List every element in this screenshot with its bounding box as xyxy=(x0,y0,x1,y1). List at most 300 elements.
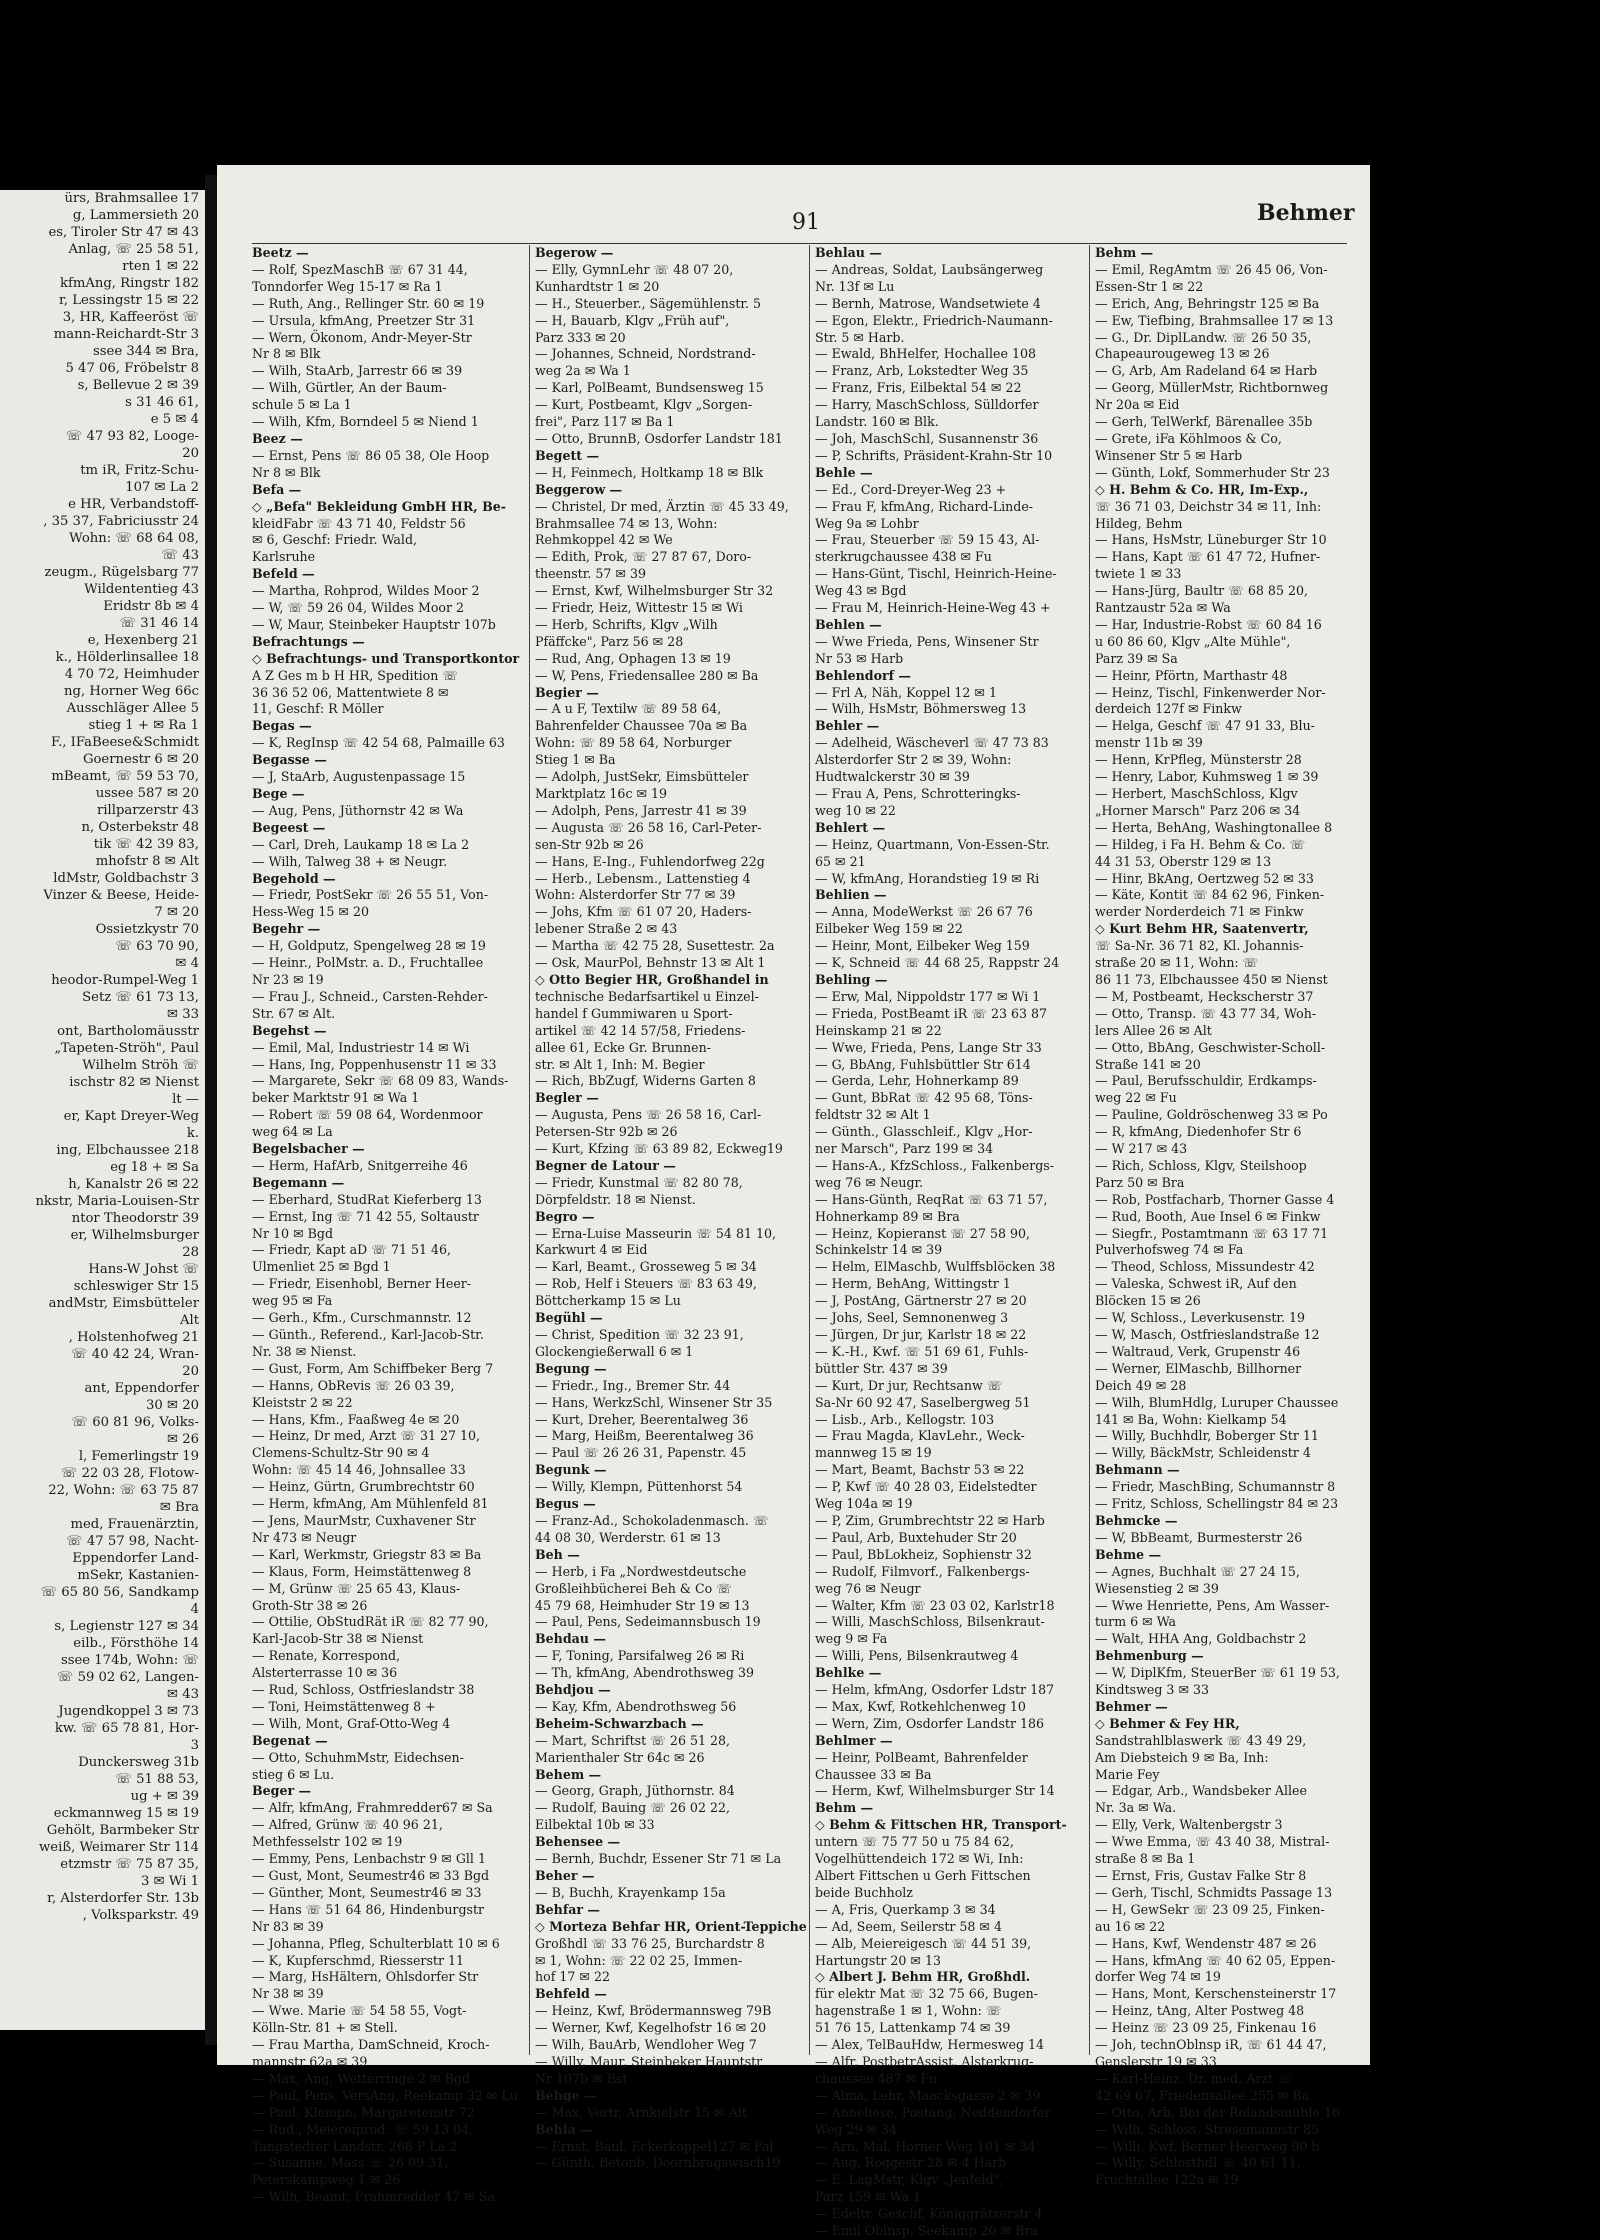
directory-column-4 xyxy=(1095,245,1370,2189)
directory-column-2 xyxy=(535,245,810,2172)
directory-entry-line: — Gerh, Tischl, Schmidts Passage 13 xyxy=(1095,1884,1333,1900)
directory-entry-line: Nr 473 ✉ Neugr xyxy=(252,1529,357,1545)
directory-entry-line: — Walt, HHA Ang, Goldbachstr 2 xyxy=(1095,1631,1307,1647)
left-page-entry-line: l, Femerlingstr 19 xyxy=(78,1449,199,1464)
directory-page xyxy=(217,165,1370,2239)
directory-entry-line: — Ruth, Ang., Rellinger Str. 60 ✉ 19 xyxy=(252,295,485,311)
directory-entry-line: — G, Arb, Am Radeland 64 ✉ Harb xyxy=(1095,363,1318,379)
left-page-entry-line: n, Osterbekstr 48 xyxy=(81,820,199,835)
directory-entry-line: werder Norderdeich 71 ✉ Finkw xyxy=(1095,904,1304,920)
directory-entry-line: — Hans-Günth, ReqRat ☏ 63 71 57, xyxy=(815,1191,1048,1207)
directory-entry-line: — Fritz, Schloss, Schellingstr 84 ✉ 23 xyxy=(1095,1496,1339,1512)
directory-entry-line: — F, Toning, Parsifalweg 26 ✉ Ri xyxy=(535,1648,745,1664)
directory-column-1 xyxy=(252,245,527,2206)
left-page-entry-line: kfmAng, Ringstr 182 xyxy=(59,276,199,291)
left-page-entry-line: heodor-Rumpel-Weg 1 xyxy=(51,973,199,988)
directory-entry-line: Brahmsallee 74 ✉ 13, Wohn: xyxy=(535,515,718,531)
directory-entry-line: lebener Straße 2 ✉ 43 xyxy=(535,921,678,937)
directory-entry-line: Behla — xyxy=(535,2121,593,2137)
directory-entry-line: — Marg, HsHältern, Ohlsdorfer Str xyxy=(252,1969,479,1985)
directory-entry-line: mannstr 62a ✉ 39 xyxy=(252,2053,368,2069)
directory-entry-line: Rantzaustr 52a ✉ Wa xyxy=(1095,600,1231,616)
directory-entry-line: 51 76 15, Lattenkamp 74 ✉ 39 xyxy=(815,2020,1011,2036)
left-page-entry-line: weiß, Weimarer Str 114 xyxy=(39,1840,199,1855)
directory-entry-line: Karkwurt 4 ✉ Eid xyxy=(535,1242,648,1258)
directory-entry-line: — Wwe Emma, ☏ 43 40 38, Mistral- xyxy=(1095,1834,1330,1850)
directory-entry-line: Karl-Jacob-Str 38 ✉ Nienst xyxy=(252,1631,424,1647)
directory-entry-line: Nr 23 ✉ 19 xyxy=(252,971,324,987)
directory-entry-line: Begro — xyxy=(535,1208,595,1224)
directory-entry-line: — Georg, Graph, Jüthornstr. 84 xyxy=(535,1783,735,1799)
directory-entry-line: — E, LagMstr, Klgv „Jenfeld", xyxy=(815,2172,1004,2188)
directory-entry-line: — Max, Ang, Wetterringe 2 ✉ Bgd xyxy=(252,2070,470,2086)
left-page-entry-line: ☏ 31 46 14 xyxy=(119,616,199,631)
directory-entry-line: — Emmy, Pens, Lenbachstr 9 ✉ Gll 1 xyxy=(252,1851,486,1867)
directory-entry-line: — Paul ☏ 26 26 31, Papenstr. 45 xyxy=(535,1445,747,1461)
left-page-entry-line: Vinzer & Beese, Heide- xyxy=(43,888,199,903)
directory-entry-line: frei", Parz 117 ✉ Ba 1 xyxy=(535,414,675,430)
directory-entry-line: — Herbert, MaschSchloss, Klgv xyxy=(1095,786,1298,801)
page-number: 91 xyxy=(792,210,820,235)
directory-entry-line: Weg 43 ✉ Bgd xyxy=(815,583,907,599)
directory-entry-line: — Rud., Meiereiprod. ☏ 59 13 04, xyxy=(252,2121,474,2137)
directory-entry-line: — W, ☏ 59 26 04, Wildes Moor 2 xyxy=(252,600,465,616)
directory-entry-line: — Wilh, Kfm, Borndeel 5 ✉ Niend 1 xyxy=(252,414,479,430)
left-page-entry-line: , Holstenhofweg 21 xyxy=(68,1330,199,1345)
directory-entry-line: — Otto, BbAng, Geschwister-Scholl- xyxy=(1095,1039,1326,1055)
directory-entry-line: Sa-Nr 60 92 47, Saselbergweg 51 xyxy=(815,1394,1031,1410)
directory-entry-line: Marie Fey xyxy=(1095,1766,1160,1782)
directory-entry-line: — Bernh, Matrose, Wandsetwiete 4 xyxy=(815,295,1041,311)
directory-entry-line: Begehr — xyxy=(252,921,321,937)
directory-entry-line: Kleiststr 2 ✉ 22 xyxy=(252,1394,353,1410)
directory-entry-line: ◇ Kurt Behm HR, Saatenvertr, xyxy=(1095,921,1309,937)
directory-entry-line: weg 64 ✉ La xyxy=(252,1124,333,1140)
running-head: Behmer xyxy=(1257,200,1355,226)
directory-entry-line: ✉ 1, Wohn: ☏ 22 02 25, Immen- xyxy=(535,1952,743,1968)
directory-entry-line: Behfar — xyxy=(535,1901,601,1917)
directory-entry-line: — Wwe. Marie ☏ 54 58 55, Vogt- xyxy=(252,2003,467,2019)
directory-entry-line: Chaussee 33 ✉ Ba xyxy=(815,1766,932,1782)
directory-entry-line: turm 6 ✉ Wa xyxy=(1095,1614,1177,1630)
directory-entry-line: Behm — xyxy=(1095,245,1154,260)
left-page-entry-line: ng, Horner Weg 66c xyxy=(64,684,199,699)
directory-entry-line: Behmann — xyxy=(1095,1462,1180,1478)
directory-entry-line: — Hans, E-Ing., Fuhlendorfweg 22g xyxy=(535,853,765,869)
left-page-entry-line: Eppendorfer Land- xyxy=(72,1551,199,1566)
left-page-entry-line: eg 18 + ✉ Sa xyxy=(110,1160,199,1175)
directory-entry-line: — Alma, Lehr, Maacksgasse 2 ✉ 39 xyxy=(815,2087,1041,2103)
directory-entry-line: — Friedr, Eisenhobl, Berner Heer- xyxy=(252,1276,472,1292)
directory-entry-line: — Augusta, Pens ☏ 26 58 16, Carl- xyxy=(535,1107,762,1123)
directory-entry-line: — W, BbBeamt, Burmesterstr 26 xyxy=(1095,1529,1303,1545)
directory-entry-line: — Henry, Labor, Kuhmsweg 1 ✉ 39 xyxy=(1095,769,1319,785)
directory-entry-line: — Herm, BehAng, Wittingstr 1 xyxy=(815,1276,1011,1292)
directory-entry-line: — Carl, Dreh, Laukamp 18 ✉ La 2 xyxy=(252,836,470,852)
directory-entry-line: Nr 8 ✉ Blk xyxy=(252,346,321,362)
directory-entry-line: Großleihbücherei Beh & Co ☏ xyxy=(535,1580,732,1596)
left-page-entry-line: ldMstr, Goldbachstr 3 xyxy=(53,871,199,886)
directory-entry-line: Eilbektal 10b ✉ 33 xyxy=(535,1817,655,1833)
directory-entry-line: — Ernst, Ing ☏ 71 42 55, Soltaustr xyxy=(252,1208,479,1224)
directory-entry-line: — Elly, GymnLehr ☏ 48 07 20, xyxy=(535,261,734,277)
directory-entry-line: Am Diebsteich 9 ✉ Ba, Inh: xyxy=(1095,1749,1269,1765)
directory-entry-line: Befa — xyxy=(252,481,302,497)
directory-entry-line: Schinkelstr 14 ✉ 39 xyxy=(815,1242,943,1258)
directory-entry-line: Parz 333 ✉ 20 xyxy=(535,329,626,345)
directory-entry-line: Begehold — xyxy=(252,870,336,886)
directory-entry-line: — Mart, Schriftst ☏ 26 51 28, xyxy=(535,1732,731,1748)
directory-entry-line: Str. 5 ✉ Harb. xyxy=(815,329,905,345)
directory-entry-line: — Anneliese, Postang, Neddendorfer xyxy=(815,2104,1051,2120)
directory-entry-line: handel f Gummiwaren u Sport- xyxy=(535,1005,733,1021)
directory-entry-line: 45 79 68, Heimhuder Str 19 ✉ 13 xyxy=(535,1597,750,1613)
directory-entry-line: untern ☏ 75 77 50 u 75 84 62, xyxy=(815,1834,1014,1850)
left-page-entry-line: 28 xyxy=(182,1245,199,1260)
directory-entry-line: — Herb, Schrifts, Klgv „Wilh xyxy=(535,616,718,632)
left-page-entry-line: kw. ☏ 65 78 81, Hor- xyxy=(54,1721,199,1736)
directory-entry-line: 141 ✉ Ba, Wohn: Kielkamp 54 xyxy=(1095,1411,1287,1427)
directory-entry-line: Genslerstr 19 ✉ 33 xyxy=(1095,2053,1217,2069)
directory-entry-line: — Hans, kfmAng ☏ 40 62 05, Eppen- xyxy=(1095,1952,1336,1968)
directory-entry-line: Begerow — xyxy=(535,245,614,260)
directory-entry-line: — Kurt, Dreher, Beerentalweg 36 xyxy=(535,1411,749,1427)
directory-entry-line: — A u F, Textilw ☏ 89 58 64, xyxy=(535,701,722,717)
directory-entry-line: — Lisb., Arb., Kellogstr. 103 xyxy=(815,1411,995,1427)
directory-entry-line: ☏ 36 71 03, Deichstr 34 ✉ 11, Inh: xyxy=(1095,498,1322,514)
left-page-entry-line: 3 ✉ Wi 1 xyxy=(141,1874,199,1889)
left-page-entry-line: s, Bellevue 2 ✉ 39 xyxy=(77,378,199,393)
directory-entry-line: — Valeska, Schwest iR, Auf den xyxy=(1095,1276,1297,1292)
directory-entry-line: Wohn: ☏ 45 14 46, Johnsallee 33 xyxy=(252,1462,466,1478)
left-page-entry-line: ☏ 51 88 53, xyxy=(115,1772,199,1787)
directory-entry-line: derdeich 127f ✉ Finkw xyxy=(1095,701,1242,717)
directory-entry-line: Nr 53 ✉ Harb xyxy=(815,650,904,666)
directory-entry-line: Behdjou — xyxy=(535,1682,611,1698)
directory-entry-line: — Friedr, PostSekr ☏ 26 55 51, Von- xyxy=(252,887,489,903)
directory-entry-line: — Wwe Frieda, Pens, Winsener Str xyxy=(815,633,1039,649)
directory-entry-line: — J, PostAng, Gärtnerstr 27 ✉ 20 xyxy=(815,1293,1027,1309)
directory-entry-line: stieg 6 ✉ Lu. xyxy=(252,1766,335,1782)
directory-entry-line: — Rud, Booth, Aue Insel 6 ✉ Finkw xyxy=(1095,1208,1321,1224)
directory-entry-line: — H., Steuerber., Sägemühlenstr. 5 xyxy=(535,295,762,311)
directory-entry-line: — Kurt, Postbeamt, Klgv „Sorgen- xyxy=(535,397,753,413)
directory-entry-line: — Rud, Ang, Ophagen 13 ✉ 19 xyxy=(535,650,731,666)
left-page-entry-line: 22, Wohn: ☏ 63 75 87 xyxy=(48,1483,199,1498)
left-page-entry-line: nkstr, Maria-Louisen-Str xyxy=(35,1194,199,1209)
directory-entry-line: — A, Fris, Querkamp 3 ✉ 34 xyxy=(815,1901,996,1917)
directory-entry-line: — Heinz ☏ 23 09 25, Finkenau 16 xyxy=(1095,2020,1317,2036)
directory-entry-line: — Franz-Ad., Schokoladenmasch. ☏ xyxy=(535,1512,769,1528)
directory-entry-line: — Gunt, BbRat ☏ 42 95 68, Töns- xyxy=(815,1090,1033,1106)
directory-entry-line: — Herta, BehAng, Washingtonallee 8 xyxy=(1095,819,1333,835)
left-page-entry-line: g, Lammersieth 20 xyxy=(72,208,199,223)
directory-entry-line: — Elly, Verk, Waltenbergstr 3 xyxy=(1095,1817,1283,1833)
left-page-entry-line: Wilhelm Ströh ☏ xyxy=(82,1058,199,1073)
directory-entry-line: — Johannes, Schneid, Nordstrand- xyxy=(535,346,756,362)
left-page-entry-line: 107 ✉ La 2 xyxy=(125,480,199,495)
directory-entry-line: — Rudolf, Filmvorf., Falkenbergs- xyxy=(815,1563,1030,1579)
directory-entry-line: Blöcken 15 ✉ 26 xyxy=(1095,1293,1201,1309)
left-page-entry-line: e HR, Verbandstoff- xyxy=(68,497,199,512)
directory-entry-line: — Alfr, PostbetrAssist, Alsterkrug- xyxy=(815,2053,1034,2069)
directory-entry-line: — Osk, MaurPol, Behnstr 13 ✉ Alt 1 xyxy=(535,955,766,971)
left-page-entry-line: rten 1 ✉ 22 xyxy=(122,259,199,274)
directory-entry-line: — Har, Industrie-Robst ☏ 60 84 16 xyxy=(1095,616,1322,632)
left-page-entry-line: 20 xyxy=(182,446,199,461)
directory-entry-line: Behensee — xyxy=(535,1834,621,1850)
directory-entry-line: Nr 83 ✉ 39 xyxy=(252,1918,324,1934)
directory-entry-line: — Margarete, Sekr ☏ 68 09 83, Wands- xyxy=(252,1073,509,1089)
directory-entry-line: — Wilh, BlumHdlg, Luruper Chaussee xyxy=(1095,1394,1339,1410)
directory-entry-line: — Alb, Meiereigesch ☏ 44 51 39, xyxy=(815,1935,1032,1951)
directory-entry-line: — H, Goldputz, Spengelweg 28 ✉ 19 xyxy=(252,938,486,954)
directory-entry-line: — Herm, HafArb, Snitgerreihe 46 xyxy=(252,1157,468,1173)
directory-entry-line: — Herb, i Fa „Nordwestdeutsche xyxy=(535,1563,747,1579)
directory-entry-line: — Martha, Rohprod, Wildes Moor 2 xyxy=(252,583,480,599)
directory-entry-line: Begner de Latour — xyxy=(535,1157,676,1173)
left-page-entry-line: Wohn: ☏ 68 64 08, xyxy=(69,531,199,546)
directory-entry-line: Kindtsweg 3 ✉ 33 xyxy=(1095,1682,1210,1698)
directory-entry-line: — M, Grünw ☏ 25 65 43, Klaus- xyxy=(252,1580,461,1596)
directory-entry-line: Tangstedter Landstr. 268 P La 2 xyxy=(252,2138,458,2154)
left-page-entry-line: ☏ 60 81 96, Volks- xyxy=(71,1415,199,1430)
left-page-entry-line: ant, Eppendorfer xyxy=(84,1381,199,1396)
directory-entry-line: Beggerow — xyxy=(535,481,623,497)
left-page-entry-line: andMstr, Eimsbütteler xyxy=(48,1296,199,1311)
directory-entry-line: Tonndorfer Weg 15-17 ✉ Ra 1 xyxy=(252,278,443,294)
directory-entry-line: hagenstraße 1 ✉ 1, Wohn: ☏ xyxy=(815,2003,1002,2019)
directory-entry-line: — Karl-Heinz, Dr. med, Arzt ☏ xyxy=(1095,2070,1293,2086)
directory-entry-line: büttler Str. 437 ✉ 39 xyxy=(815,1360,948,1376)
directory-entry-line: — Marg, Heißm, Beerentalweg 36 xyxy=(535,1428,754,1444)
directory-entry-line: — Egon, Elektr., Friedrich-Naumann- xyxy=(815,312,1053,328)
directory-entry-line: — Ernst, Pens ☏ 86 05 38, Ole Hoop xyxy=(252,447,490,463)
directory-entry-line: — Johanna, Pfleg, Schulterblatt 10 ✉ 6 xyxy=(252,1935,500,1951)
scan-background xyxy=(1370,0,1600,2177)
directory-entry-line: Nr 10 ✉ Bgd xyxy=(252,1225,334,1241)
directory-entry-line: — Heinz, tAng, Alter Postweg 48 xyxy=(1095,2003,1305,2019)
directory-entry-line: weg 22 ✉ Fu xyxy=(1095,1090,1177,1106)
directory-entry-line: — Frau F, kfmAng, Richard-Linde- xyxy=(815,498,1034,514)
directory-entry-line: ◇ „Befa" Bekleidung GmbH HR, Be- xyxy=(252,498,506,514)
directory-entry-line: — Wilh, Gürtler, An der Baum- xyxy=(252,380,447,396)
directory-entry-line: 86 11 73, Elbchaussee 450 ✉ Nienst xyxy=(1095,971,1328,987)
directory-entry-line: — W, DiplKfm, SteuerBer ☏ 61 19 53, xyxy=(1095,1665,1340,1681)
directory-entry-line: — W, Masch, Ostfrieslandstraße 12 xyxy=(1095,1327,1320,1342)
directory-entry-line: feldtstr 32 ✉ Alt 1 xyxy=(815,1107,931,1123)
directory-entry-line: — Eberhard, StudRat Kieferberg 13 xyxy=(252,1191,482,1207)
left-page-entry-line: ssee 344 ✉ Bra, xyxy=(93,344,199,359)
directory-entry-line: ◇ Albert J. Behm HR, Großhdl. xyxy=(815,1969,1031,1985)
directory-entry-line: Beher — xyxy=(535,1868,595,1883)
directory-entry-line: — Willy, Buchhdlr, Boberger Str 11 xyxy=(1095,1428,1319,1444)
left-page-entry-line: Jugendkoppel 3 ✉ 73 xyxy=(58,1704,199,1719)
directory-entry-line: — Paul, Pens, Sedeimannsbusch 19 xyxy=(535,1614,761,1630)
directory-entry-line: für elektr Mat ☏ 32 75 66, Bugen- xyxy=(815,1986,1038,2002)
directory-entry-line: — Rudolf, Bauing ☏ 26 02 22, xyxy=(535,1800,730,1816)
left-page-entry-line: ischstr 82 ✉ Nienst xyxy=(69,1075,199,1090)
left-page-entry-line: schleswiger Str 15 xyxy=(73,1279,199,1294)
left-page-entry-line: ont, Bartholomäusstr xyxy=(57,1024,199,1039)
directory-entry-line: — P, Kwf ☏ 40 28 03, Eidelstedter xyxy=(815,1479,1037,1495)
directory-entry-line: Glockengießerwall 6 ✉ 1 xyxy=(535,1343,694,1359)
left-page-entry-line: Ossietzkystr 70 xyxy=(95,922,199,937)
directory-entry-line: — Frau Martha, DamSchneid, Kroch- xyxy=(252,2037,490,2053)
directory-entry-line: — Alfred, Grünw ☏ 40 96 21, xyxy=(252,1817,443,1833)
left-page-entry-line: ✉ 4 xyxy=(175,956,199,971)
left-page-entry-line: ☏ 43 xyxy=(161,548,199,563)
directory-entry-line: — G., Dr. DiplLandw. ☏ 26 50 35, xyxy=(1095,329,1312,345)
directory-entry-line: — Günth, Betonb, Doornbragswisch19 xyxy=(535,2155,781,2171)
directory-entry-line: — Max, Vertr, Arnkielstr 15 ✉ Alt xyxy=(535,2104,747,2120)
directory-entry-line: — P, Schrifts, Präsident-Krahn-Str 10 xyxy=(815,447,1053,463)
directory-entry-line: — Wern, Ökonom, Andr-Meyer-Str xyxy=(252,329,472,345)
directory-entry-line: Kölln-Str. 81 + ✉ Stell. xyxy=(252,2020,398,2036)
directory-entry-line: — Wilh, Mont, Graf-Otto-Weg 4 xyxy=(252,1715,451,1731)
directory-entry-line: — Willi, Kwf, Berner Heerweg 90 b xyxy=(1095,2138,1320,2154)
directory-entry-line: — P, Zim, Grumbrechtstr 22 ✉ Harb xyxy=(815,1512,1045,1528)
directory-entry-line: Beheim-Schwarzbach — xyxy=(535,1715,704,1731)
left-page-entry-line: 7 ✉ 20 xyxy=(154,905,199,920)
directory-entry-line: — Rob, Helf i Steuers ☏ 83 63 49, xyxy=(535,1276,757,1292)
directory-entry-line: Eilbeker Weg 159 ✉ 22 xyxy=(815,921,963,937)
directory-entry-line: — R, kfmAng, Diedenhofer Str 6 xyxy=(1095,1124,1302,1140)
directory-entry-line: — Werner, ElMaschb, Billhorner xyxy=(1095,1360,1302,1376)
directory-entry-line: — Emil Oblnsp, Seekamp 20 ✉ Bra xyxy=(815,2223,1038,2239)
directory-entry-line: straße 20 ✉ 11, Wohn: ☏ xyxy=(1095,955,1259,971)
directory-entry-line: — Hildeg, i Fa H. Behm & Co. ☏ xyxy=(1095,836,1306,852)
directory-entry-line: — Franz, Fris, Eilbektal 54 ✉ 22 xyxy=(815,380,1022,396)
directory-entry-line: Weg 9a ✉ Lohbr xyxy=(815,515,919,531)
directory-entry-line: 44 08 30, Werderstr. 61 ✉ 13 xyxy=(535,1529,721,1545)
directory-entry-line: Begehst — xyxy=(252,1022,327,1038)
directory-entry-line: Karlsruhe xyxy=(252,549,316,565)
directory-entry-line: Begas — xyxy=(252,718,312,734)
left-page-entry-line: ✉ 43 xyxy=(166,1687,199,1702)
directory-entry-line: — Grete, iFa Köhlmoos & Co, xyxy=(1095,430,1282,446)
directory-entry-line: Petersen-Str 92b ✉ 26 xyxy=(535,1124,678,1140)
directory-entry-line: — Aug, Roggestr 28 ✉ 4 Harb xyxy=(815,2155,1007,2171)
directory-entry-line: — Paul, Pens, VersAng, Reekamp 32 ✉ Lu xyxy=(252,2087,518,2103)
left-page-entry-line: tik ☏ 42 39 83, xyxy=(93,837,199,852)
directory-entry-line: Rehmkoppel 42 ✉ We xyxy=(535,532,673,548)
directory-entry-line: — Wilh, Talweg 38 + ✉ Neugr. xyxy=(252,853,448,869)
directory-entry-line: ◇ Behmer & Fey HR, xyxy=(1095,1715,1240,1731)
directory-entry-line: Begeest — xyxy=(252,819,326,835)
directory-entry-line: — Kurt, Dr jur, Rechtsanw ☏ xyxy=(815,1377,1003,1393)
directory-entry-line: — Hanns, ObRevis ☏ 26 03 39, xyxy=(252,1377,455,1393)
directory-entry-line: Nr 38 ✉ 39 xyxy=(252,1986,324,2002)
directory-entry-line: — Max, Kwf, Rotkehlchenweg 10 xyxy=(815,1698,1026,1714)
directory-entry-line: Straße 141 ✉ 20 xyxy=(1095,1056,1201,1072)
directory-entry-line: Clemens-Schultz-Str 90 ✉ 4 xyxy=(252,1445,430,1461)
left-page-entry-line: eilb., Försthöhe 14 xyxy=(73,1636,199,1651)
directory-entry-line: — B, Buchh, Krayenkamp 15a xyxy=(535,1884,726,1900)
left-page-entry-line: e 5 ✉ 4 xyxy=(150,412,199,427)
directory-entry-line: — Willy, Schlosthdl ☏ 40 61 11, xyxy=(1095,2155,1301,2171)
left-page-entry-line: er, Kapt Dreyer-Weg xyxy=(63,1109,199,1124)
directory-entry-line: — Susanne, Mass ☏ 26 09 31, xyxy=(252,2155,449,2171)
directory-entry-line: — Hans-Jürg, Baultr ☏ 68 85 20, xyxy=(1095,583,1308,599)
directory-entry-line: „Horner Marsch" Parz 206 ✉ 34 xyxy=(1095,802,1301,818)
directory-entry-line: — Wilh, HsMstr, Böhmersweg 13 xyxy=(815,701,1027,717)
directory-entry-line: — Ed., Cord-Dreyer-Weg 23 + xyxy=(815,481,1007,497)
directory-entry-line: Albert Fittschen u Gerh Fittschen xyxy=(815,1868,1031,1883)
directory-entry-line: — Augusta ☏ 26 58 16, Carl-Peter- xyxy=(535,819,762,835)
directory-entry-line: Marienthaler Str 64c ✉ 26 xyxy=(535,1749,705,1765)
left-page-entry-line: ntor Theodorstr 39 xyxy=(71,1211,199,1226)
directory-entry-line: — Pauline, Goldröschenweg 33 ✉ Po xyxy=(1095,1107,1328,1123)
left-page-entry-line: Hans-W Johst ☏ xyxy=(88,1262,199,1277)
directory-entry-line: weg 9 ✉ Fa xyxy=(815,1631,888,1647)
left-page-entry-line: s, Legienstr 127 ✉ 34 xyxy=(54,1619,199,1634)
directory-entry-line: — Franz, Arb, Lokstedter Weg 35 xyxy=(815,363,1029,379)
directory-entry-line: straße 8 ✉ Ba 1 xyxy=(1095,1851,1196,1867)
directory-entry-line: — Heinr., PolMstr. a. D., Fruchtallee xyxy=(252,955,484,971)
directory-entry-line: — Adolph, JustSekr, Eimsbütteler xyxy=(535,769,749,785)
directory-entry-line: Heinskamp 21 ✉ 22 xyxy=(815,1022,942,1038)
left-page-entry-line: ☏ 47 57 98, Nacht- xyxy=(66,1534,199,1549)
directory-entry-line: — W, kfmAng, Horandstieg 19 ✉ Ri xyxy=(815,870,1040,886)
directory-entry-line: — Willi, MaschSchloss, Bilsenkraut- xyxy=(815,1614,1045,1630)
directory-entry-line: Behmcke — xyxy=(1095,1512,1178,1528)
left-page-entry-line: ☏ 47 93 82, Looge- xyxy=(65,429,199,444)
directory-entry-line: Fruchtallee 122a ✉ 19 xyxy=(1095,2172,1239,2188)
directory-entry-line: Wohn: ☏ 89 58 64, Norburger xyxy=(535,735,732,751)
directory-entry-line: — Helm, kfmAng, Osdorfer Ldstr 187 xyxy=(815,1682,1055,1698)
directory-entry-line: — W 217 ✉ 43 xyxy=(1095,1141,1188,1157)
left-page-entry-line: k. xyxy=(186,1126,199,1141)
directory-entry-line: — Ernst, Kwf, Wilhelmsburger Str 32 xyxy=(535,583,774,599)
directory-entry-line: — Harry, MaschSchloss, Sülldorfer xyxy=(815,397,1039,413)
directory-entry-line: weg 95 ✉ Fa xyxy=(252,1293,333,1309)
directory-entry-line: Begier — xyxy=(535,684,599,700)
directory-entry-line: — Helga, Geschf ☏ 47 91 33, Blu- xyxy=(1095,718,1315,734)
directory-entry-line: — M, Postbeamt, Heckscherstr 37 xyxy=(1095,988,1314,1004)
directory-entry-line: kleidFabr ☏ 43 71 40, Feldstr 56 xyxy=(252,515,466,531)
left-page-entry-line: med, Frauenärztin, xyxy=(70,1517,199,1532)
directory-entry-line: — Friedr., Ing., Bremer Str. 44 xyxy=(535,1377,731,1393)
directory-entry-line: — Paul, Berufsschuldir, Erdkamps- xyxy=(1095,1073,1317,1089)
directory-entry-line: — Willy, BäckMstr, Schleidenstr 4 xyxy=(1095,1445,1311,1461)
directory-entry-line: — Heinz, Gürtn, Grumbrechtstr 60 xyxy=(252,1479,475,1495)
directory-entry-line: — Emil, Mal, Industriestr 14 ✉ Wi xyxy=(252,1039,470,1055)
directory-entry-line: — Henn, KrPfleg, Münsterstr 28 xyxy=(1095,752,1302,768)
directory-entry-line: — Theod, Schloss, Missundestr 42 xyxy=(1095,1259,1315,1275)
directory-entry-line: Groth-Str 38 ✉ 26 xyxy=(252,1597,368,1613)
directory-entry-line: Stieg 1 ✉ Ba xyxy=(535,752,616,768)
directory-entry-line: — Heinz, Tischl, Finkenwerder Nor- xyxy=(1095,684,1326,700)
directory-entry-line: — Ernst, Fris, Gustav Falke Str 8 xyxy=(1095,1868,1307,1883)
left-page-entry-line: Goernestr 6 ✉ 20 xyxy=(82,752,199,767)
directory-entry-line: ner Marsch", Parz 199 ✉ 34 xyxy=(815,1141,994,1157)
directory-entry-line: Weg 104a ✉ 19 xyxy=(815,1496,913,1512)
directory-entry-line: — Karl, PolBeamt, Bundsensweg 15 xyxy=(535,380,764,396)
left-page-fragment xyxy=(0,190,205,2030)
directory-entry-line: Begelsbacher — xyxy=(252,1141,365,1157)
directory-entry-line: — Gerh., Kfm., Curschmannstr. 12 xyxy=(252,1310,472,1326)
directory-entry-line: ◇ Morteza Behfar HR, Orient-Teppiche xyxy=(535,1918,807,1934)
directory-entry-line: — Hans ☏ 51 64 86, Hindenburgstr xyxy=(252,1901,485,1917)
directory-entry-line: — Günther, Mont, Seumestr46 ✉ 33 xyxy=(252,1884,482,1900)
directory-entry-line: — Otto, Transp. ☏ 43 77 34, Woh- xyxy=(1095,1005,1317,1021)
directory-entry-line: — Rob, Postfacharb, Thorner Gasse 4 xyxy=(1095,1191,1335,1207)
directory-entry-line: — Johs, Kfm ☏ 61 07 20, Haders- xyxy=(535,904,752,920)
left-page-entry-line: tm iR, Fritz-Schu- xyxy=(80,463,199,478)
directory-entry-line: — Otto, Arb, Bei der Rolandsmühle 16 xyxy=(1095,2104,1341,2120)
directory-entry-line: — Christ, Spedition ☏ 32 23 91, xyxy=(535,1327,744,1342)
